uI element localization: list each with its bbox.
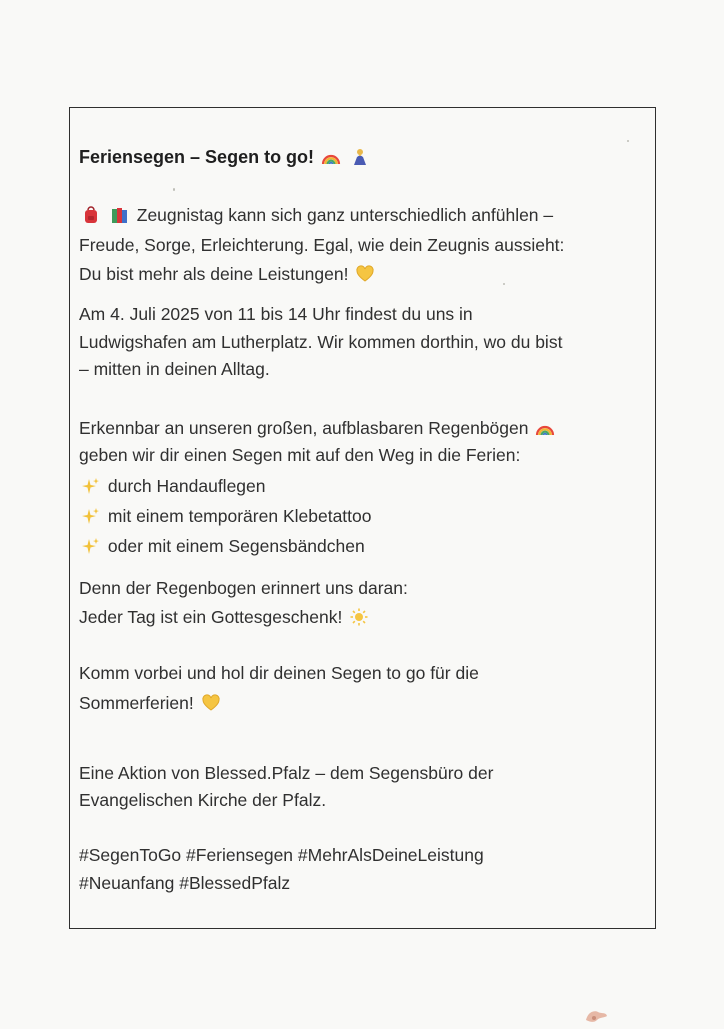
yellow-heart-icon (201, 694, 221, 712)
praying-hands-icon (350, 148, 370, 166)
sparkles-icon (81, 537, 101, 555)
paragraph-1-line-2: Freude, Sorge, Erleichterung. Egal, wie dein Zeugnis aussieht: (79, 235, 565, 255)
list-item (79, 534, 365, 558)
paragraph-2-line-1: Am 4. Juli 2025 von 11 bis 14 Uhr findest du uns in (79, 304, 473, 324)
sun-icon (349, 608, 369, 626)
paragraph-4-line-2 (79, 605, 371, 629)
paragraph-4-text: Jeder Tag ist ein Gottesgeschenk! (79, 607, 343, 627)
flyer-title (79, 145, 372, 169)
rainbow-icon (535, 419, 555, 437)
paragraph-2-line-2: Ludwigshafen am Lutherplatz. Wir kommen dorthin, wo du bist (79, 332, 563, 352)
backpack-icon (81, 206, 101, 224)
list-item-text: durch Handauflegen (107, 476, 266, 496)
list-item (79, 504, 372, 528)
paragraph-5-text: Sommerferien! (79, 693, 194, 713)
hashtags-line-2: #Neuanfang #BlessedPfalz (79, 873, 291, 893)
paragraph-4-line-1: Denn der Regenbogen erinnert uns daran: (79, 578, 408, 598)
hashtags-line-1: #SegenToGo #Feriensegen #MehrAlsDeineLeistung (79, 845, 484, 865)
paragraph-6-line-2: Evangelischen Kirche der Pfalz. (79, 790, 327, 810)
title-text: Feriensegen – Segen to go! (79, 147, 315, 167)
paragraph-6-line-1: Eine Aktion von Blessed.Pfalz – dem Segensbüro der (79, 763, 494, 783)
sparkles-icon (81, 477, 101, 495)
paragraph-1-line-3 (79, 262, 377, 286)
paragraph-3-line-2: geben wir dir einen Segen mit auf den Weg in die Ferien: (79, 445, 521, 465)
list-item (79, 474, 266, 498)
list-item-text: oder mit einem Segensbändchen (107, 536, 365, 556)
list-item-text: mit einem temporären Klebetattoo (107, 506, 372, 526)
paragraph-1-line-1 (79, 203, 553, 227)
paragraph-2-line-3: – mitten in deinen Alltag. (79, 359, 270, 379)
paragraph-5-line-1: Komm vorbei und hol dir deinen Segen to go für die (79, 663, 479, 683)
scan-artifact (582, 1006, 610, 1024)
paragraph-5-line-2 (79, 691, 223, 715)
yellow-heart-icon (355, 265, 375, 283)
paragraph-1-text: Du bist mehr als deine Leistungen! (79, 264, 349, 284)
books-icon (110, 206, 130, 224)
paragraph-3-line-1 (79, 416, 557, 440)
paragraph-1-text: Zeugnistag kann sich ganz unterschiedlich anfühlen – (136, 205, 554, 225)
sparkles-icon (81, 507, 101, 525)
paragraph-3-text: Erkennbar an unseren großen, aufblasbaren Regenbögen (79, 418, 529, 438)
rainbow-icon (321, 148, 341, 166)
